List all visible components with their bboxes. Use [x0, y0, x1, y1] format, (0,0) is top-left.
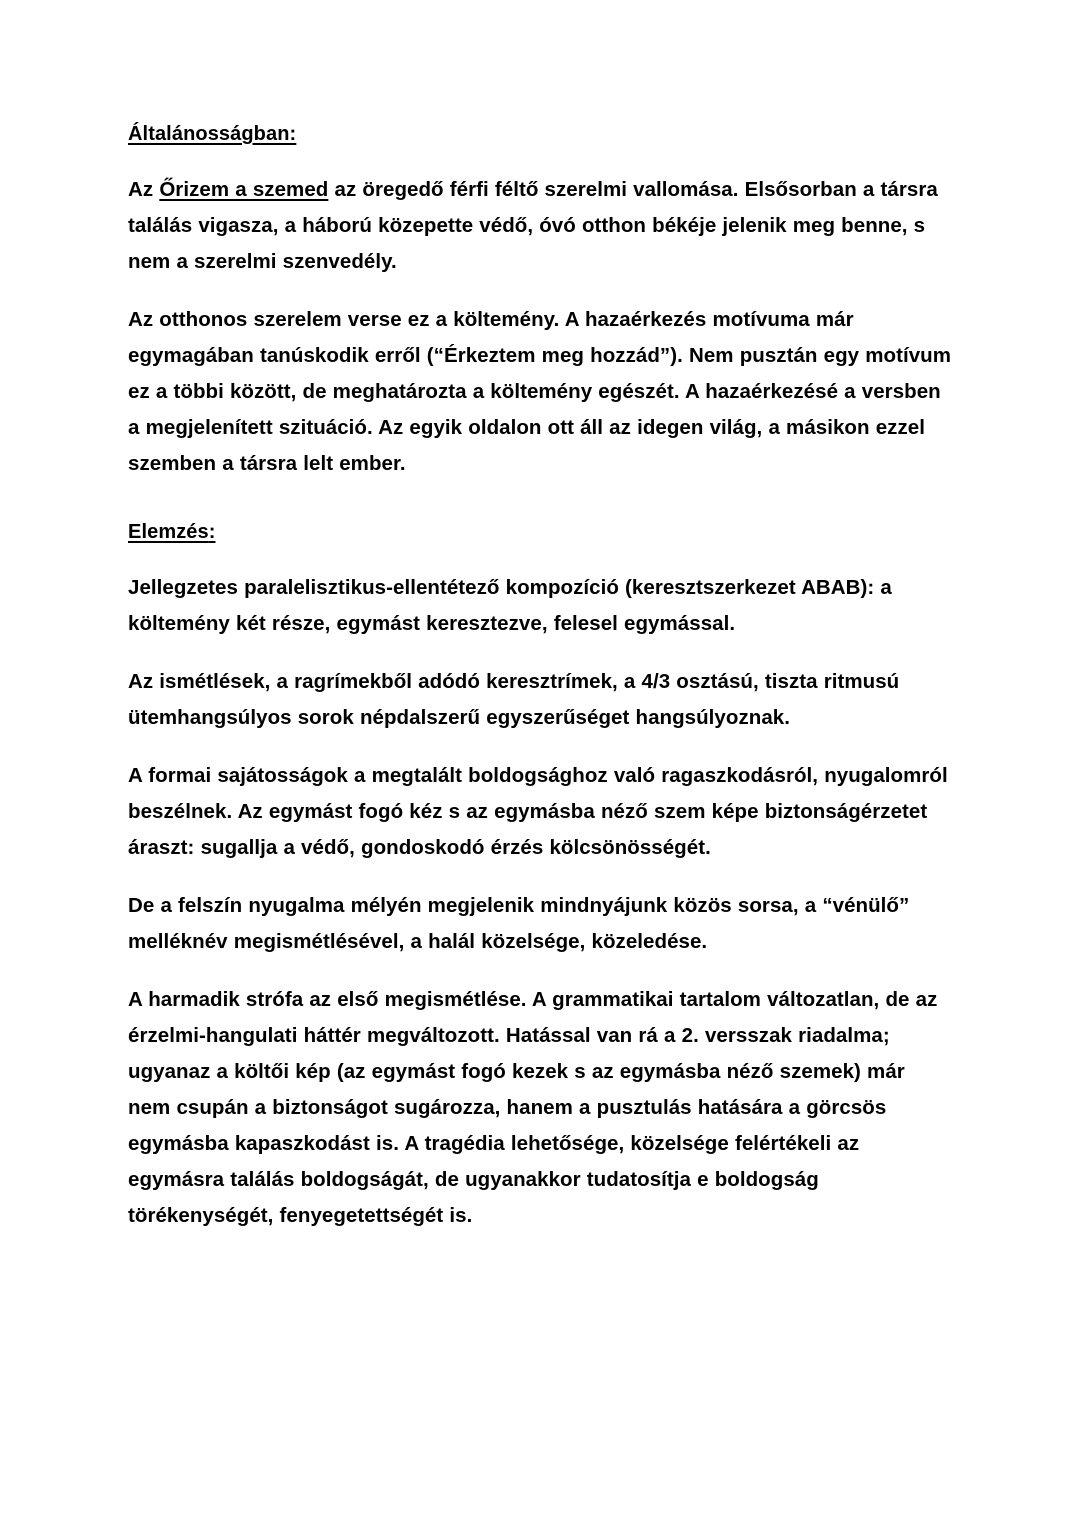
poem-title-orizem-a-szemed: Őrizem a szemed	[159, 178, 329, 201]
section-heading-altalanossagban	[128, 120, 952, 148]
paragraph-felszin-nyugalma: De a felszín nyugalma mélyén megjelenik mindnyájunk közös sorsa, a “vénülő” melléknév megismétlésével, a halál közelsége, közeledése.	[128, 894, 910, 953]
section-heading-elemzes-label: Elemzés	[128, 521, 209, 543]
paragraph-ismetlesek: Az ismétlések, a ragrímekből adódó keresztrímek, a 4/3 osztású, tiszta ritmusú ütemhangsúlyos sorok népdalszerű egyszerűséget hangsúlyoznak.	[128, 670, 900, 729]
paragraph-vallomas-rest: az öregedő férfi féltő szerelmi vallomása. Elsősorban a társra találás vigasza, a háború közepette védő, óvó otthon békéje jelenik meg benne, s nem a szerelmi szenvedély.	[128, 178, 938, 273]
paragraph-otthonos-szerelem: Az otthonos szerelem verse ez a költemény. A hazaérkezés motívuma már egymagában tanúskodik erről (“Érkeztem meg hozzád”). Nem pusztán egy motívum ez a többi között, de meghatározta a költemény egészét. A hazaérkezésé a versben a megjelenített szituáció. Az egyik oldalon ott áll az idegen világ, a másikon ezzel szemben a társra lelt ember.	[128, 308, 952, 475]
paragraph-kompozicio: Jellegzetes paralelisztikus-ellentétező kompozíció (keresztszerkezet ABAB): a költemény két része, egymást keresztezve, felesel egymással.	[128, 576, 892, 635]
paragraph-harmadik-strofa: A harmadik strófa az első megismétlése. A grammatikai tartalom változatlan, de az érzelmi-hangulati háttér megváltozott. Hatással van rá a 2. versszak riadalma; ugyanaz a költői kép (az egymást fogó kezek s az egymásba néző szemek) már nem csupán a biztonságot sugározza, hanem a pusztulás hatására a görcsös egymásba kapaszkodást is. A tragédia lehetősége, közelsége felértékeli az egymásra találás boldogságát, de ugyanakkor tudatosítja e boldogság törékenységét, fenyegetettségét is.	[128, 988, 938, 1227]
section-heading-altalanossagban-label: Általánosságban	[128, 123, 290, 145]
section-heading-elemzes-colon: :	[208, 521, 216, 543]
document-body	[128, 120, 952, 1234]
section-heading-altalanossagban-colon: :	[289, 123, 297, 145]
paragraph-formai-sajatossagok: A formai sajátosságok a megtalált boldogsághoz való ragaszkodásról, nyugalomról beszélnek. Az egymást fogó kéz s az egymásba néző szem képe biztonságérzetet áraszt: sugallja a védő, gondoskodó érzés kölcsönösségét.	[128, 764, 948, 859]
paragraph-vallomas-lead: Az	[128, 178, 160, 201]
paragraph-vallomas	[128, 172, 952, 280]
section-heading-elemzes	[128, 518, 952, 546]
